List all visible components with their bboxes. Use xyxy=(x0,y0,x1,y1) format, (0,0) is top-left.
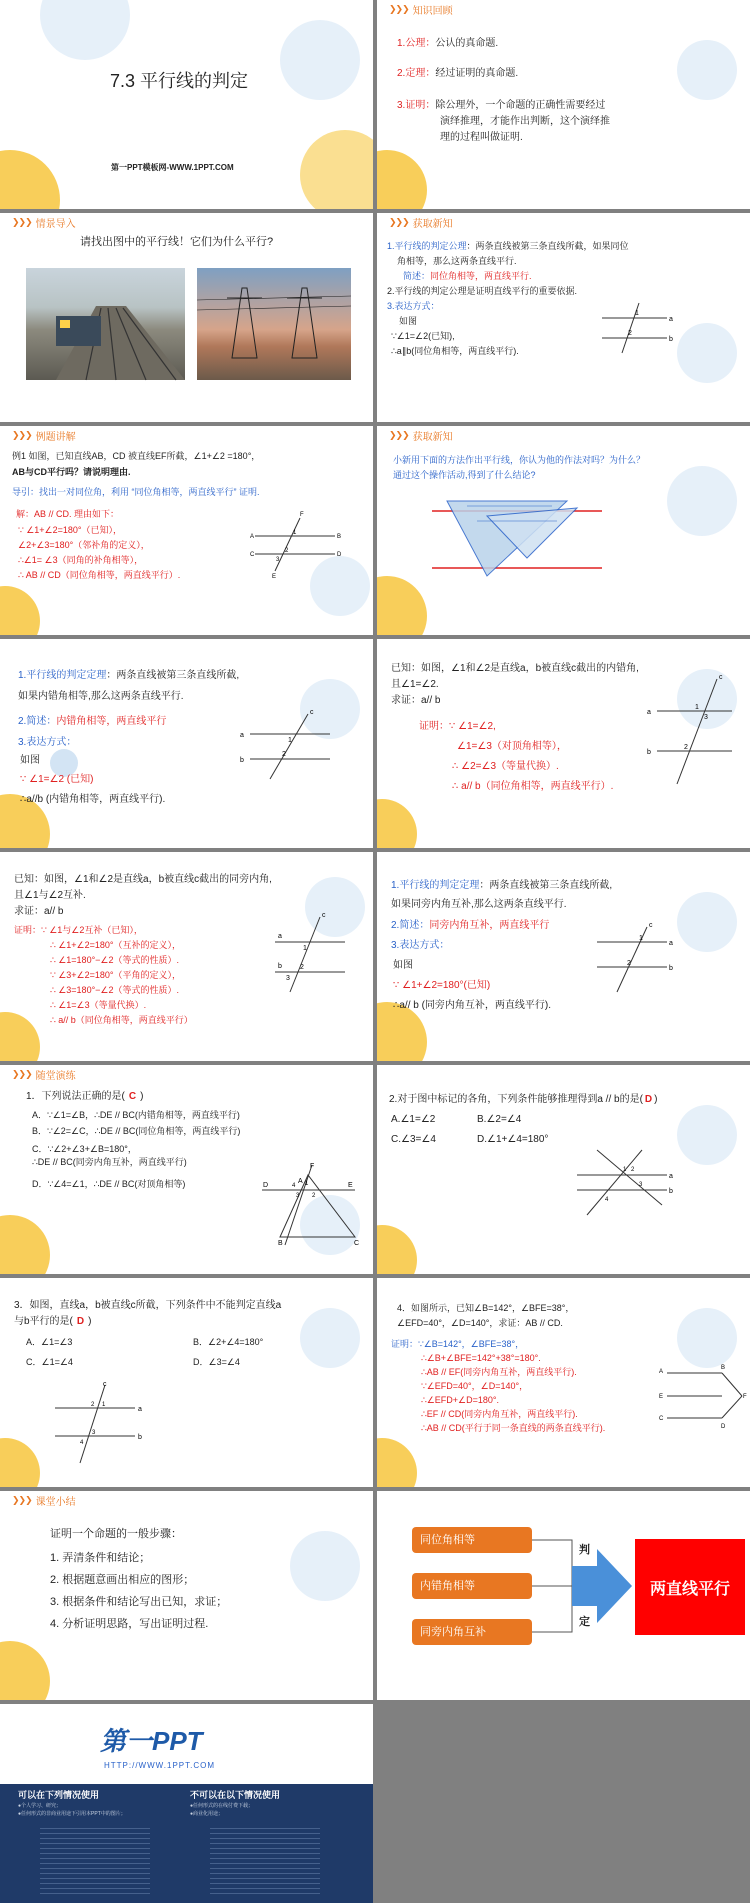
fig-label: 1 xyxy=(102,1402,106,1408)
chevron-icon: ❯❯❯ xyxy=(12,1494,32,1505)
fig-label: 4 xyxy=(605,1197,609,1203)
alternate-proof-figure xyxy=(377,639,750,848)
chevron-icon: ❯❯❯ xyxy=(12,216,32,227)
fig-label: b xyxy=(669,965,673,972)
section-header: ❯❯❯ 获取新知 xyxy=(389,216,453,230)
fig-label: D xyxy=(337,552,342,558)
fig-label: 1 xyxy=(303,945,307,952)
fig-label: 2 xyxy=(285,548,289,554)
example-figure xyxy=(0,426,373,635)
slide-exercise-3: 3．如图，直线a，b被直线c所截，下列条件中不能判定直线a 与b平行的是( D ) A．∠1=∠3 B．∠2+∠4=180° C．∠1=∠4 D．∠3=∠4 c a b 1 2 3 4 xyxy=(0,1278,373,1487)
fig-label: 1 xyxy=(305,1181,309,1187)
slide-review: ❯❯❯ 知识回顾 1.公理：公认的真命题. 2.定理：经过证明的真命题. 3.证明：除公理外，一个命题的正确性需要经过 演绎推理，才能作出判断，这个演绎推 理的过程叫做证明. xyxy=(377,0,750,209)
four-angles-figure xyxy=(377,1065,750,1274)
chevron-icon: ❯❯❯ xyxy=(389,3,409,14)
fig-label: B xyxy=(278,1240,283,1247)
link-list-left xyxy=(40,1824,150,1894)
answer: D xyxy=(76,1316,85,1327)
fig-label: b xyxy=(138,1434,142,1441)
fig-label: a xyxy=(669,316,673,323)
fig-label: c xyxy=(649,922,653,929)
fig-label: C xyxy=(659,1416,664,1422)
slide-exercise-4: 4．如图所示，已知∠B=142°，∠BFE=38°， ∠EFD=40°，∠D=140°，求证：AB // CD. 证明：∵∠B=142°，∠BFE=38°， ∴∠B+∠BFE=142°+38°=180°. ∴AB // EF(同旁内角互补，两直线平行). ∵∠EFD=40°，∠D=140°， ∴∠EFD+∠D=180°. ∴EF // CD(同旁内角互补，两直线平行). ∴AB // CD(平行于同一条直线的两条直线平行). A B E F C D xyxy=(377,1278,750,1487)
triangle-figure xyxy=(0,1065,373,1274)
fig-label: A xyxy=(250,534,255,540)
fig-label: a xyxy=(669,940,673,947)
fig-label: a xyxy=(138,1406,142,1413)
empty-area xyxy=(377,1704,750,1903)
fig-label: 3 xyxy=(276,557,280,563)
fig-label: 2 xyxy=(300,964,304,971)
chevron-icon: ❯❯❯ xyxy=(389,429,409,440)
fig-label: 1 xyxy=(695,704,699,711)
parallel-lines-figure xyxy=(377,213,750,422)
fig-label: A xyxy=(659,1369,664,1375)
section-header: ❯❯❯ 获取新知 xyxy=(389,429,453,443)
fig-label: E xyxy=(659,1394,664,1400)
section-header: ❯❯❯ 情景导入 xyxy=(12,216,76,230)
fig-label: a xyxy=(240,732,244,739)
link-list-right xyxy=(210,1824,320,1894)
deco-circle xyxy=(677,40,737,100)
fig-label: a xyxy=(669,1173,673,1180)
angles-proof-figure xyxy=(377,1278,750,1487)
deco-circle xyxy=(40,0,130,60)
slide-alternate-proof: 已知：如图，∠1和∠2是直线a，b被直线c截出的内错角, 且∠1=∠2. 求证：a// b 证明：∵ ∠1=∠2, ∠1=∠3（对顶角相等）， ∴ ∠2=∠3（等量代换）. ∴ a// b（同位角相等，两直线平行）. a b c 1 2 3 xyxy=(377,639,750,848)
fig-label: 1 xyxy=(635,310,639,317)
slide-title xyxy=(0,0,373,209)
fig-label: 3 xyxy=(639,1182,643,1188)
fig-label: c xyxy=(103,1381,107,1388)
deco-circle xyxy=(300,130,373,209)
fig-label: 4 xyxy=(80,1440,84,1446)
fig-label: 2 xyxy=(684,744,688,751)
fig-label: 3 xyxy=(92,1430,96,1436)
result-box: 两直线平行 xyxy=(635,1539,745,1635)
fig-label: 2 xyxy=(631,1167,635,1173)
slide-example: ❯❯❯ 例题讲解 例1 如图，已知直线AB，CD 被直线EF所截，∠1+∠2 =180°， AB与CD平行吗？请说明理由. 导引：找出一对同位角，利用 “同位角相等，两直线平行” 证明. 解：AB // CD. 理由如下： ∵ ∠1+∠2=180°（已知）， ∠2+∠3=180°（邻补角的定义）， ∴∠1= ∠3（同角的补角相等）， ∴ AB // CD（同位角相等，两直线平行）. A B C D E F 1 2 3 xyxy=(0,426,373,635)
judge-label-1: 判 xyxy=(579,1544,590,1556)
logo-text: 第一PPT xyxy=(100,1726,203,1756)
chevron-icon: ❯❯❯ xyxy=(389,216,409,227)
fig-label: a xyxy=(647,709,651,716)
fig-label: 2 xyxy=(628,330,632,337)
judge-label-2: 定 xyxy=(579,1616,590,1628)
fig-label: E xyxy=(348,1182,353,1189)
fig-label: D xyxy=(263,1182,269,1189)
fig-label: F xyxy=(310,1163,315,1170)
fig-label: 4 xyxy=(292,1183,296,1189)
slide-new-knowledge-1: ❯❯❯ 获取新知 1.平行线的判定公理：两条直线被第三条直线所截，如果同位 角相等，那么这两条直线平行. 简述：同位角相等，两直线平行. 2.平行线的判定公理是证明直线平行的重要依据. 3.表达方式： 如图 ∵∠1=∠2(已知), ∴a∥b(同位角相等，两直线平行). 1 2 a b xyxy=(377,213,750,422)
fig-label: c xyxy=(310,709,314,716)
railway-photo xyxy=(26,268,185,380)
fig-label: 1 xyxy=(293,530,297,536)
fig-label: 2 xyxy=(91,1402,95,1408)
slide-subtitle: 第一PPT模板网-WWW.1PPT.COM xyxy=(111,163,234,172)
fig-label: C xyxy=(250,552,255,558)
section-header: ❯❯❯ 例题讲解 xyxy=(12,429,76,443)
fig-label: b xyxy=(647,749,651,756)
deco-circle xyxy=(0,1641,50,1700)
fig-label: B xyxy=(721,1365,726,1371)
answer: D xyxy=(644,1094,653,1105)
slide-alternate-angles: 1.平行线的判定定理：两条直线被第三条直线所截, 如果内错角相等,那么这两条直线平行. 2.简述：内错角相等，两直线平行 3.表达方式： 如图 ∵ ∠1=∠2 (已知) ∴a//b (内错角相等，两直线平行). a b c 1 2 xyxy=(0,639,373,848)
chevron-icon: ❯❯❯ xyxy=(12,1068,32,1079)
logo-url: HTTP://WWW.1PPT.COM xyxy=(104,1761,215,1770)
fig-label: D xyxy=(721,1424,726,1430)
fig-label: b xyxy=(278,963,282,970)
fig-label: E xyxy=(272,574,277,580)
slide-exercise-1: ❯❯❯ 随堂演练 1．下列说法正确的是( C ) A．∵∠1=∠B，∴DE // BC(内错角相等，两直线平行) B．∵∠2=∠C，∴DE // BC(同位角相等，两直线平行) C．∵∠2+∠3+∠B=180°， ∴DE // BC(同旁内角互补，两直线平行) D．∵∠4=∠1，∴DE // BC(对顶角相等) F D E A B C 1 2 3 4 xyxy=(0,1065,373,1274)
fig-label: 2 xyxy=(627,960,631,967)
section-header: ❯❯❯ 课堂小结 xyxy=(12,1494,76,1508)
deco-circle xyxy=(0,150,60,209)
section-header: ❯❯❯ 随堂演练 xyxy=(12,1068,76,1082)
answer: C xyxy=(128,1091,137,1102)
slide-license xyxy=(0,1704,373,1903)
box-alternate-angles: 内错角相等 xyxy=(412,1573,532,1599)
slide-summary: ❯❯❯ 课堂小结 证明一个命题的一般步骤： 1. 弄清条件和结论； 2. 根据题意画出相应的图形； 3. 根据条件和结论写出已知，求证； 4. 分析证明思路，写出证明过程. xyxy=(0,1491,373,1700)
slide-interior-angles: 1.平行线的判定定理：两条直线被第三条直线所截, 如果同旁内角互补,那么这两条直线平行. 2.简述：同旁内角互补，两直线平行 3.表达方式： 如图 ∵ ∠1+∠2=180°(已知) ∴a// b (同旁内角互补，两直线平行). a b c 1 2 xyxy=(377,852,750,1061)
slide-interior-proof: 已知：如图，∠1和∠2是直线a，b被直线c截出的同旁内角, 且∠1与∠2互补. 求证：a// b 证明：∵ ∠1与∠2互补（已知）， ∴ ∠1+∠2=180°（互补的定义）， ∴ ∠1=180°−∠2（等式的性质）. ∵ ∠3+∠2=180°（平角的定义）， ∴ ∠3=180°−∠2（等式的性质）. ∴ ∠1=∠3（等量代换）. ∴ a// b（同位角相等，两直线平行） a b c 1 2 3 xyxy=(0,852,373,1061)
transversal-figure xyxy=(0,1278,373,1487)
slide-exercise-2: 2.对于图中标记的各角，下列条件能够推理得到a // b的是( D ) A.∠1=∠2 B.∠2=∠4 C.∠3=∠4 D.∠1+∠4=180° a b 1 2 3 4 xyxy=(377,1065,750,1274)
fig-label: 1 xyxy=(288,737,292,744)
section-header: ❯❯❯ 知识回顾 xyxy=(389,3,453,17)
box-corresponding-angles: 同位角相等 xyxy=(412,1527,532,1553)
fig-label: b xyxy=(240,757,244,764)
fig-label: 3 xyxy=(704,714,708,721)
fig-label: 1 xyxy=(639,935,643,942)
power-lines-photo xyxy=(197,268,351,380)
fig-label: F xyxy=(300,512,304,518)
fig-label: B xyxy=(337,534,342,540)
slide-title-text: 7.3 平行线的判定 xyxy=(110,71,249,91)
interior-proof-figure xyxy=(0,852,373,1061)
fig-label: A xyxy=(298,1178,303,1185)
fig-label: 2 xyxy=(282,751,286,758)
fig-label: b xyxy=(669,336,673,343)
fig-label: a xyxy=(278,933,282,940)
fig-label: 3 xyxy=(296,1193,300,1199)
fig-label: c xyxy=(322,912,326,919)
fig-label: 1 xyxy=(623,1167,627,1173)
fig-label: C xyxy=(354,1240,360,1247)
slide-scenario: ❯❯❯ 情景导入 请找出图中的平行线！它们为什么平行? xyxy=(0,213,373,422)
alternate-angles-figure xyxy=(0,639,373,848)
deco-circle xyxy=(290,1531,360,1601)
chevron-icon: ❯❯❯ xyxy=(12,429,32,440)
box-interior-angles: 同旁内角互补 xyxy=(412,1619,532,1645)
deco-circle xyxy=(377,150,427,209)
deco-circle xyxy=(280,20,360,100)
fig-label: 3 xyxy=(286,975,290,982)
slide-flow-diagram xyxy=(377,1491,750,1700)
fig-label: 2 xyxy=(312,1193,316,1199)
set-square-figure xyxy=(377,426,750,635)
fig-label: c xyxy=(719,674,723,681)
fig-label: F xyxy=(743,1394,747,1400)
license-panel: 可以在下列情况使用 不可以在以下情况使用 ●个人学习、研究； ●任何形式的非商业用途下引用本PPT中的图片； ●任何形式的在线付费下载； ●商业化用途； xyxy=(0,1784,373,1903)
slide-new-knowledge-2: ❯❯❯ 获取新知 小新用下面的方法作出平行线，你认为他的作法对吗？为什么？ 通过这个操作活动,得到了什么结论? xyxy=(377,426,750,635)
interior-angles-figure xyxy=(377,852,750,1061)
fig-label: b xyxy=(669,1188,673,1195)
